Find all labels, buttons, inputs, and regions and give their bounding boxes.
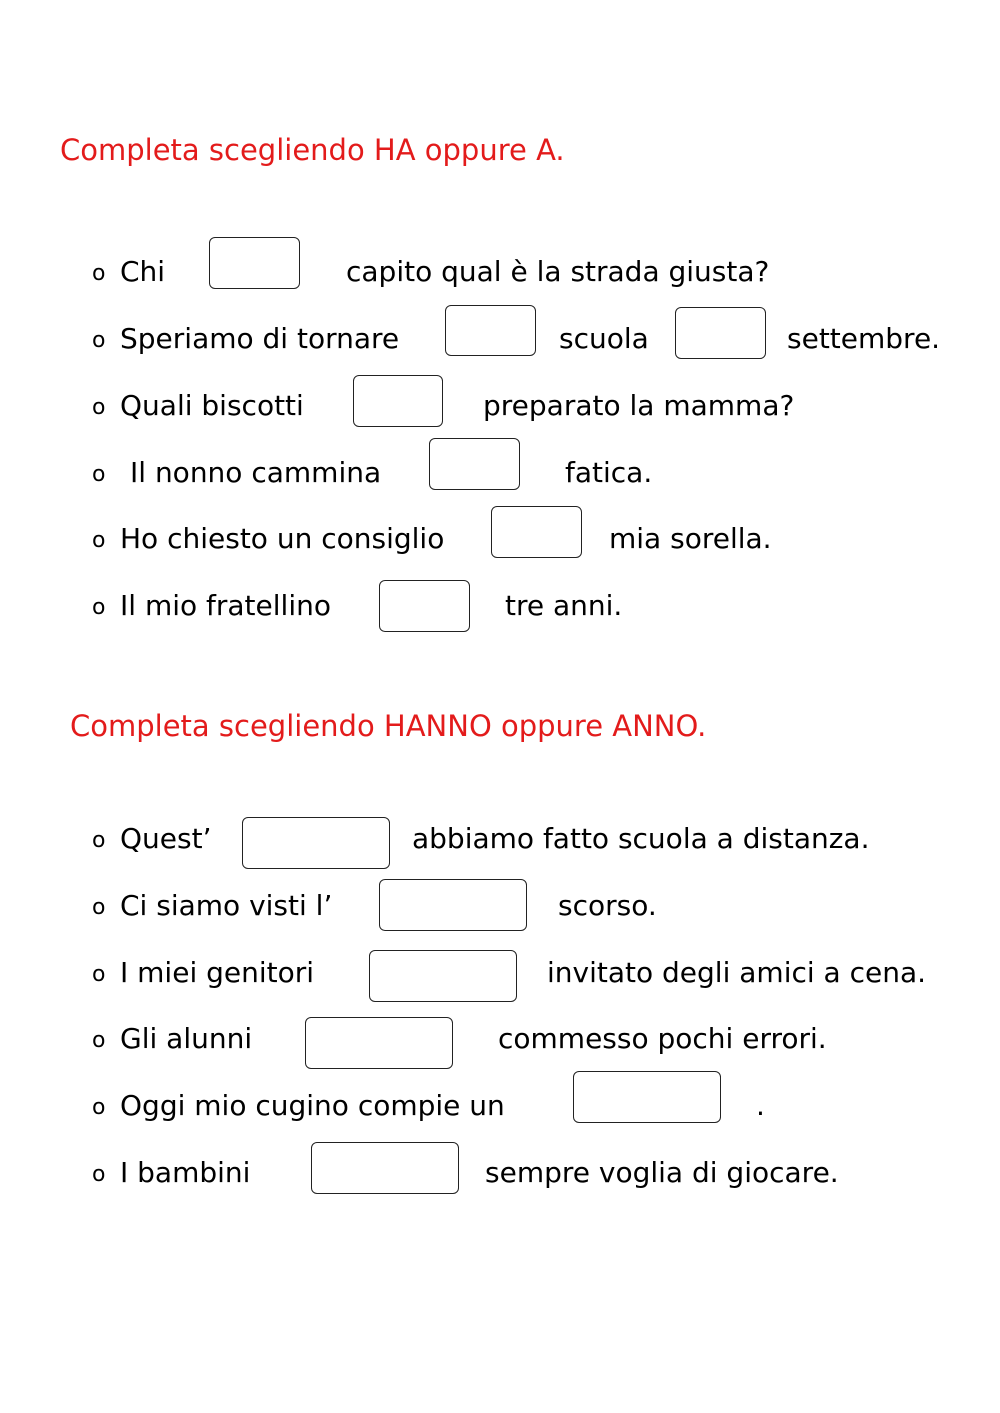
answer-box[interactable]	[305, 1017, 453, 1069]
sentence-start: Speriamo di tornare	[120, 322, 400, 355]
bullet-icon: o	[92, 895, 106, 920]
answer-box[interactable]	[445, 305, 536, 356]
answer-box[interactable]	[209, 237, 300, 289]
bullet-icon: o	[92, 1162, 106, 1187]
sentence-end: sempre voglia di giocare.	[485, 1156, 839, 1189]
sentence-end: .	[756, 1089, 765, 1122]
section1-heading: Completa scegliendo HA oppure A.	[60, 133, 565, 167]
bullet-icon: o	[92, 1095, 106, 1120]
sentence-start: Chi	[120, 255, 166, 288]
sentence-end: capito qual è la strada giusta?	[346, 255, 770, 288]
answer-box[interactable]	[353, 375, 443, 427]
answer-box[interactable]	[491, 506, 582, 558]
sentence-start: I miei genitori	[120, 956, 315, 989]
sentence-end: abbiamo fatto scuola a distanza.	[412, 822, 870, 855]
sentence-start: I bambini	[120, 1156, 251, 1189]
sentence-start: Ho chiesto un consiglio	[120, 522, 445, 555]
section2-heading: Completa scegliendo HANNO oppure ANNO.	[70, 709, 707, 743]
sentence-end: preparato la mamma?	[483, 389, 795, 422]
sentence-end: commesso pochi errori.	[498, 1022, 827, 1055]
answer-box[interactable]	[379, 879, 527, 931]
sentence-start: Gli alunni	[120, 1022, 253, 1055]
answer-box[interactable]	[369, 950, 517, 1002]
answer-box[interactable]	[311, 1142, 459, 1194]
sentence-end: scorso.	[558, 889, 657, 922]
sentence-end: invitato degli amici a cena.	[547, 956, 927, 989]
sentence-end: fatica.	[565, 456, 653, 489]
bullet-icon: o	[92, 328, 106, 353]
answer-box[interactable]	[675, 307, 766, 359]
sentence-start: Ci siamo visti l’	[120, 889, 333, 922]
answer-box[interactable]	[429, 438, 520, 490]
bullet-icon: o	[92, 462, 106, 487]
bullet-icon: o	[92, 828, 106, 853]
sentence-end: mia sorella.	[609, 522, 772, 555]
sentence-start: Quest’	[120, 822, 212, 855]
sentence-start: Il mio fratellino	[120, 589, 331, 622]
answer-box[interactable]	[242, 817, 390, 869]
answer-box[interactable]	[379, 580, 470, 632]
sentence-start: Oggi mio cugino compie un	[120, 1089, 505, 1122]
bullet-icon: o	[92, 528, 106, 553]
sentence-end: tre anni.	[505, 589, 623, 622]
bullet-icon: o	[92, 595, 106, 620]
bullet-icon: o	[92, 1028, 106, 1053]
sentence-middle: scuola	[559, 322, 649, 355]
sentence-start: Quali biscotti	[120, 389, 304, 422]
bullet-icon: o	[92, 395, 106, 420]
bullet-icon: o	[92, 962, 106, 987]
sentence-end: settembre.	[787, 322, 941, 355]
bullet-icon: o	[92, 261, 106, 286]
answer-box[interactable]	[573, 1071, 721, 1123]
sentence-start: Il nonno cammina	[130, 456, 382, 489]
